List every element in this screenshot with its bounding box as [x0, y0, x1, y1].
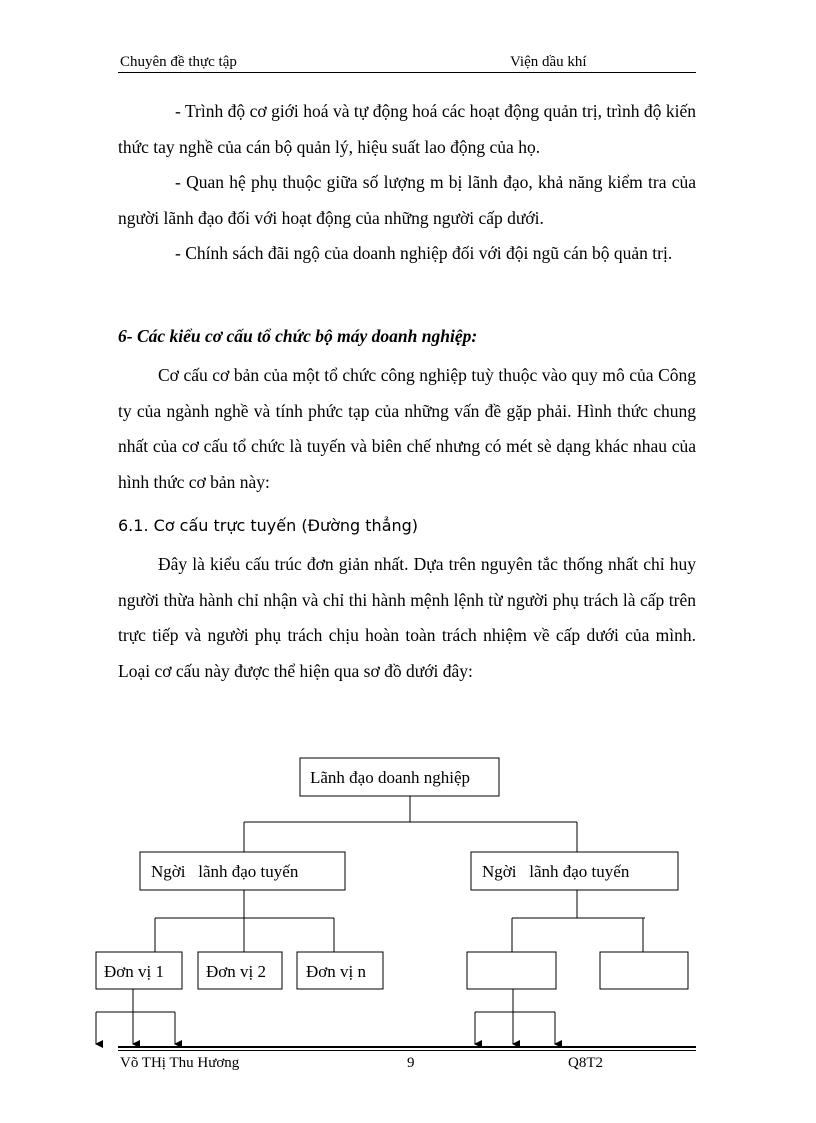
- header-title: Chuyên đề thực tập: [120, 54, 237, 70]
- paragraph-3: - Chính sách đãi ngộ của doanh nghiệp đối với đội ngũ cán bộ quản trị.: [175, 243, 673, 263]
- paragraph-4: Cơ cấu cơ bản của một tổ chức công nghiệp tuỳ thuộc vào quy mô của Công ty của ngành nghề và tính phức tạp của những vấn đề gặp phải. Hình thức chung nhất của cơ cấu tổ chức là tuyến và biên chế nhưng có mét sè dạng khác nhau của hình thức cơ bản này:: [118, 365, 696, 492]
- label-top-leader: Lãnh đạo doanh nghiệp: [310, 768, 471, 787]
- label-unit-1: Đơn vị 1: [104, 962, 164, 981]
- footer-page-number: 9: [407, 1055, 415, 1071]
- paragraph-5: Đây là kiểu cấu trúc đơn giản nhất. Dựa trên nguyên tắc thống nhất chỉ huy người thừa hành chỉ nhận và chỉ thi hành mệnh lệnh từ người phụ trách là cấp trên trực tiếp và người phụ trách chịu hoàn toàn trách nhiệm về cấp dưới của mình. Loại cơ cấu này được thể hiện qua sơ đồ dưới đây:: [118, 554, 696, 681]
- subsection-heading: 6.1. Cơ cấu trực tuyến (Đường thẳng): [118, 516, 419, 535]
- footer-rule-bottom: [118, 1050, 696, 1051]
- label-unit-2: Đơn vị 2: [206, 962, 266, 981]
- section-heading: 6- Các kiểu cơ cấu tổ chức bộ máy doanh nghiệp:: [118, 326, 478, 346]
- footer-author: Võ THị Thu Hương: [120, 1055, 240, 1071]
- label-unit-n: Đơn vị n: [306, 962, 366, 981]
- paragraph-1: - Trình độ cơ giới hoá và tự động hoá các hoạt động quản trị, trình độ kiến thức tay nghề của cán bộ quản lý, hiệu suất lao động của họ.: [118, 101, 696, 157]
- header-institute: Viện dầu khí: [510, 54, 587, 70]
- label-left-leader: Ngời lãnh đạo tuyến: [151, 862, 299, 881]
- box-right-unit-1: [467, 952, 556, 989]
- label-right-leader: Ngời lãnh đạo tuyến: [482, 862, 630, 881]
- footer-rule-top: [118, 1046, 696, 1048]
- box-right-unit-2: [600, 952, 688, 989]
- paragraph-2: - Quan hệ phụ thuộc giữa số lượng m bị lãnh đạo, khả năng kiểm tra của người lãnh đạo đối với hoạt động của những người cấp dưới.: [118, 172, 696, 228]
- footer-class-code: Q8T2: [568, 1055, 603, 1071]
